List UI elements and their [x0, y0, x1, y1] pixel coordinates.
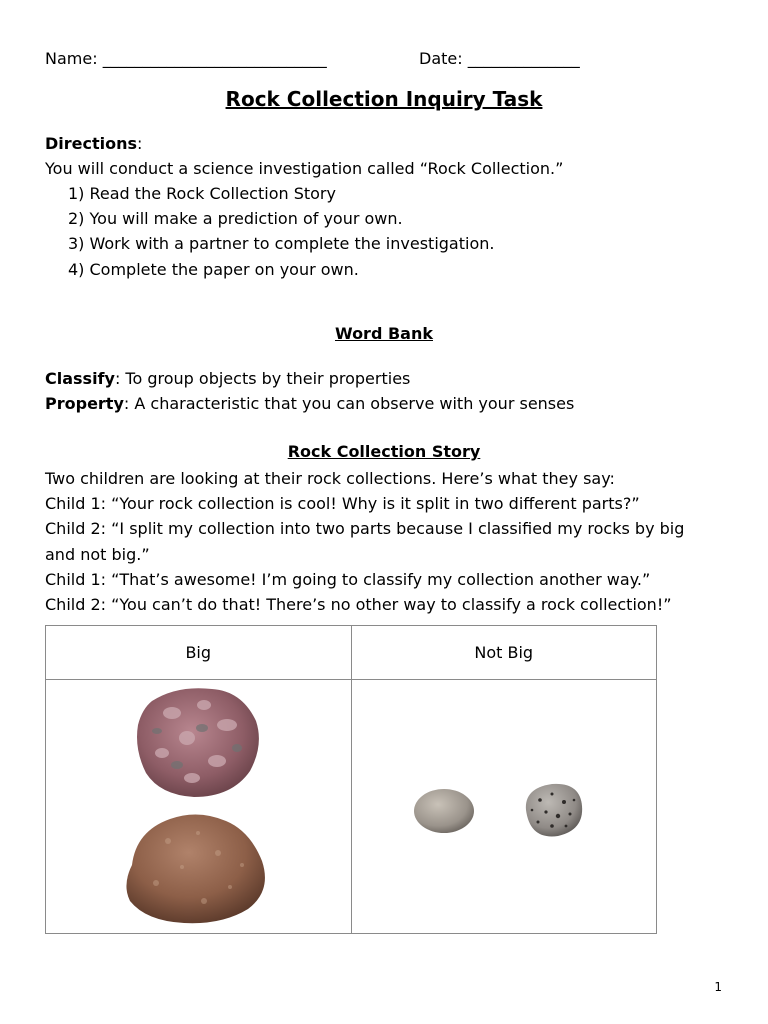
- conglomerate-rock-image: [132, 683, 264, 801]
- story-line: Child 1: “Your rock collection is cool! Why is it split in two different parts?”: [45, 494, 640, 513]
- term-classify: Classify: [45, 369, 115, 388]
- column-header-not-big: Not Big: [351, 626, 657, 680]
- story-line: Child 2: “You can’t do that! There’s no other way to classify a rock collection!”: [45, 595, 672, 614]
- big-rocks-cell: [46, 680, 352, 934]
- word-bank-heading: Word Bank: [334, 324, 433, 343]
- story-line: Child 1: “That’s awesome! I’m going to classify my collection another way.”: [45, 570, 651, 589]
- direction-step: 2) You will make a prediction of your own.: [68, 209, 403, 228]
- table-row: [46, 680, 657, 934]
- date-blank[interactable]: ______________: [467, 49, 580, 68]
- direction-step: 4) Complete the paper on your own.: [68, 260, 359, 279]
- speckled-pebble-image: [518, 780, 586, 840]
- date-label: Date:: [419, 49, 463, 68]
- word-bank-item: [45, 391, 574, 416]
- directions-heading: Directions:: [45, 134, 143, 153]
- column-header-big: Big: [46, 626, 352, 680]
- definition-property: : A characteristic that you can observe with your senses: [123, 394, 575, 413]
- page-title: Rock Collection Inquiry Task: [225, 87, 543, 111]
- name-blank[interactable]: ____________________________: [102, 49, 327, 68]
- direction-step: 1) Read the Rock Collection Story: [68, 184, 336, 203]
- direction-step: 3) Work with a partner to complete the investigation.: [68, 234, 495, 253]
- word-bank-item: [45, 366, 410, 391]
- name-label: Name:: [45, 49, 98, 68]
- table-header-row: [46, 626, 657, 680]
- definition-classify: : To group objects by their properties: [114, 369, 411, 388]
- page-number: 1: [714, 980, 722, 994]
- rock-classification-table: [45, 625, 657, 934]
- brown-rock-image: [118, 805, 274, 927]
- gray-pebble-image: [412, 786, 476, 836]
- directions-intro: You will conduct a science investigation called “Rock Collection.”: [45, 159, 564, 178]
- story-line: Child 2: “I split my collection into two parts because I classified my rocks by big: [45, 519, 685, 538]
- date-line: [419, 49, 580, 68]
- directions-label: Directions: [45, 134, 138, 153]
- not-big-rocks-cell: [351, 680, 657, 934]
- story-heading: Rock Collection Story: [287, 442, 481, 461]
- name-line: [45, 49, 327, 68]
- story-line: and not big.”: [45, 545, 150, 564]
- term-property: Property: [45, 394, 124, 413]
- story-line: Two children are looking at their rock collections. Here’s what they say:: [45, 469, 615, 488]
